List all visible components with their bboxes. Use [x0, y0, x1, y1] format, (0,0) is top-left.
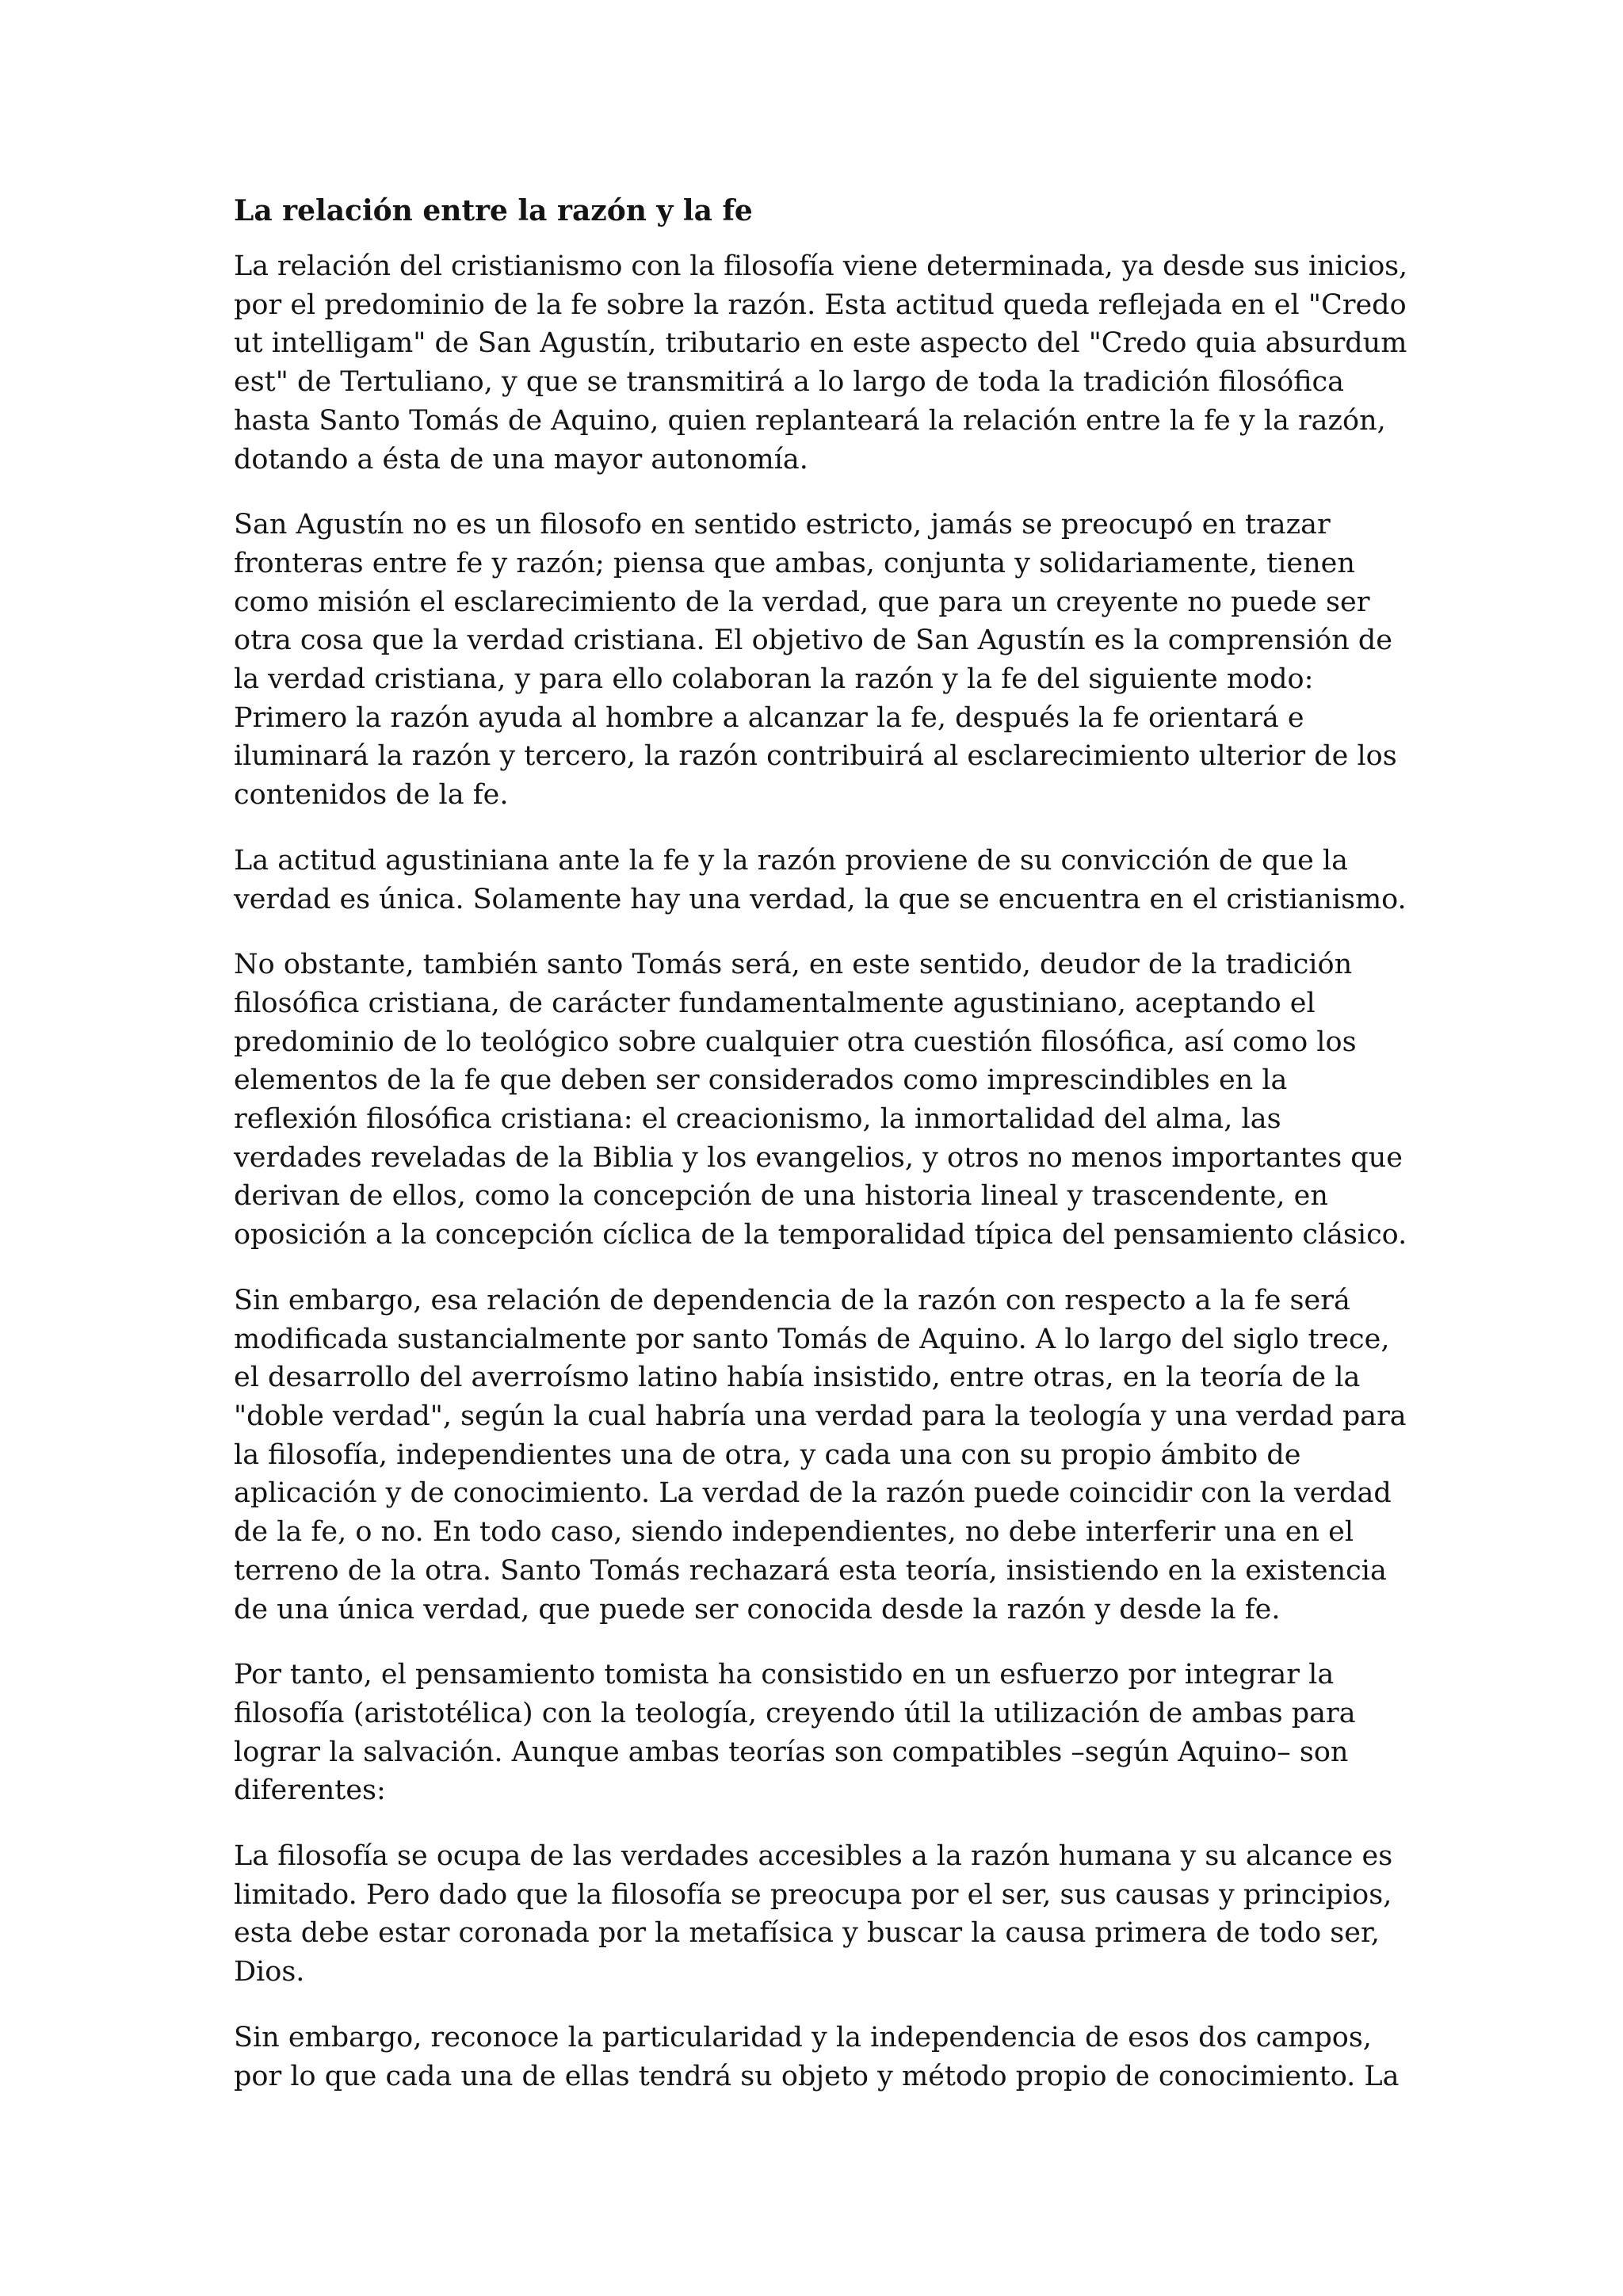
- paragraph: [234, 1282, 1407, 1629]
- text-line: dotando a ésta de una mayor autonomía.: [234, 443, 808, 476]
- text-line: la filosofía, independientes una de otra, y cada una con su propio ámbito de: [234, 1438, 1301, 1471]
- text-line: No obstante, también santo Tomás será, en este sentido, deudor de la tradición: [234, 949, 1353, 981]
- text-line: filosófica cristiana, de carácter fundamentalmente agustiniano, aceptando el: [234, 987, 1316, 1019]
- paragraph: [234, 842, 1407, 919]
- paragraph: [234, 506, 1407, 815]
- text-line: "doble verdad", según la cual habría una verdad para la teología y una verdad para: [234, 1400, 1407, 1432]
- text-line: ut intelligam" de San Agustín, tributario en este aspecto del "Credo quia absurdum: [234, 327, 1407, 360]
- text-line: limitado. Pero dado que la filosofía se preocupa por el ser, sus causas y principios,: [234, 1878, 1392, 1911]
- text-line: derivan de ellos, como la concepción de una historia lineal y trascendente, en: [234, 1180, 1328, 1213]
- text-line: verdades reveladas de la Biblia y los evangelios, y otros no menos importantes que: [234, 1141, 1403, 1174]
- text-line: Dios.: [234, 1956, 305, 1988]
- text-line: La actitud agustiniana ante la fe y la razón proviene de su convicción de que la: [234, 844, 1348, 877]
- text-line: Sin embargo, esa relación de dependencia de la razón con respecto a la fe será: [234, 1284, 1350, 1316]
- text-line: de una única verdad, que puede ser conocida desde la razón y desde la fe.: [234, 1593, 1281, 1626]
- text-line: La relación del cristianismo con la filosofía viene determinada, ya desde sus inicios,: [234, 250, 1408, 282]
- text-line: por lo que cada una de ellas tendrá su objeto y método propio de conocimiento. La: [234, 2060, 1400, 2092]
- text-line: est" de Tertuliano, y que se transmitirá a lo largo de toda la tradición filosófica: [234, 366, 1345, 399]
- text-line: predominio de lo teológico sobre cualquier otra cuestión filosófica, así como los: [234, 1026, 1357, 1058]
- text-line: de la fe, o no. En todo caso, siendo independientes, no debe interferir una en el: [234, 1516, 1354, 1549]
- paragraph: [234, 2019, 1407, 2095]
- text-line: Primero la razón ayuda al hombre a alcanzar la fe, después la fe orientará e: [234, 701, 1304, 734]
- paragraph: [234, 1837, 1407, 1992]
- paragraph: [234, 1656, 1407, 1810]
- text-line: reflexión filosófica cristiana: el creacionismo, la inmortalidad del alma, las: [234, 1103, 1281, 1136]
- text-line: La filosofía se ocupa de las verdades accesibles a la razón humana y su alcance es: [234, 1840, 1393, 1873]
- document-title: La relación entre la razón y la fe: [234, 194, 753, 227]
- text-line: la verdad cristiana, y para ello colaboran la razón y la fe del siguiente modo:: [234, 663, 1314, 696]
- paragraph: [234, 946, 1407, 1255]
- text-line: Sin embargo, reconoce la particularidad y la independencia de esos dos campos,: [234, 2021, 1372, 2053]
- text-line: filosofía (aristotélica) con la teología, creyendo útil la utilización de ambas para: [234, 1697, 1356, 1729]
- text-line: elementos de la fe que deben ser considerados como imprescindibles en la: [234, 1064, 1288, 1097]
- document-body: [234, 247, 1407, 2095]
- text-line: el desarrollo del averroísmo latino había insistido, entre otras, en la teoría de la: [234, 1362, 1361, 1394]
- text-line: aplicación y de conocimiento. La verdad de la razón puede coincidir con la verdad: [234, 1477, 1392, 1510]
- text-line: oposición a la concepción cíclica de la temporalidad típica del pensamiento clásico.: [234, 1219, 1407, 1251]
- text-line: San Agustín no es un filosofo en sentido estricto, jamás se preocupó en trazar: [234, 509, 1331, 541]
- text-line: modificada sustancialmente por santo Tomás de Aquino. A lo largo del siglo trece,: [234, 1323, 1390, 1355]
- paragraph: [234, 247, 1407, 479]
- text-line: iluminará la razón y tercero, la razón contribuirá al esclarecimiento ulterior de los: [234, 740, 1397, 773]
- text-line: Por tanto, el pensamiento tomista ha consistido en un esfuerzo por integrar la: [234, 1659, 1335, 1691]
- text-line: verdad es única. Solamente hay una verdad, la que se encuentra en el cristianismo.: [234, 883, 1407, 915]
- text-line: terreno de la otra. Santo Tomás rechazará esta teoría, insistiendo en la existencia: [234, 1554, 1387, 1587]
- text-line: como misión el esclarecimiento de la verdad, que para un creyente no puede ser: [234, 586, 1370, 618]
- text-line: fronteras entre fe y razón; piensa que ambas, conjunta y solidariamente, tienen: [234, 547, 1355, 579]
- text-line: hasta Santo Tomás de Aquino, quien replanteará la relación entre la fe y la razón,: [234, 404, 1386, 437]
- text-line: diferentes:: [234, 1775, 386, 1807]
- text-line: contenidos de la fe.: [234, 779, 509, 812]
- text-line: lograr la salvación. Aunque ambas teorías son compatibles –según Aquino– son: [234, 1736, 1349, 1768]
- text-line: por el predominio de la fe sobre la razón. Esta actitud queda reflejada en el "Credo: [234, 288, 1407, 321]
- text-line: esta debe estar coronada por la metafísica y buscar la causa primera de todo ser,: [234, 1917, 1380, 1950]
- text-line: otra cosa que la verdad cristiana. El objetivo de San Agustín es la comprensión de: [234, 625, 1393, 657]
- document-page: [234, 192, 1407, 2122]
